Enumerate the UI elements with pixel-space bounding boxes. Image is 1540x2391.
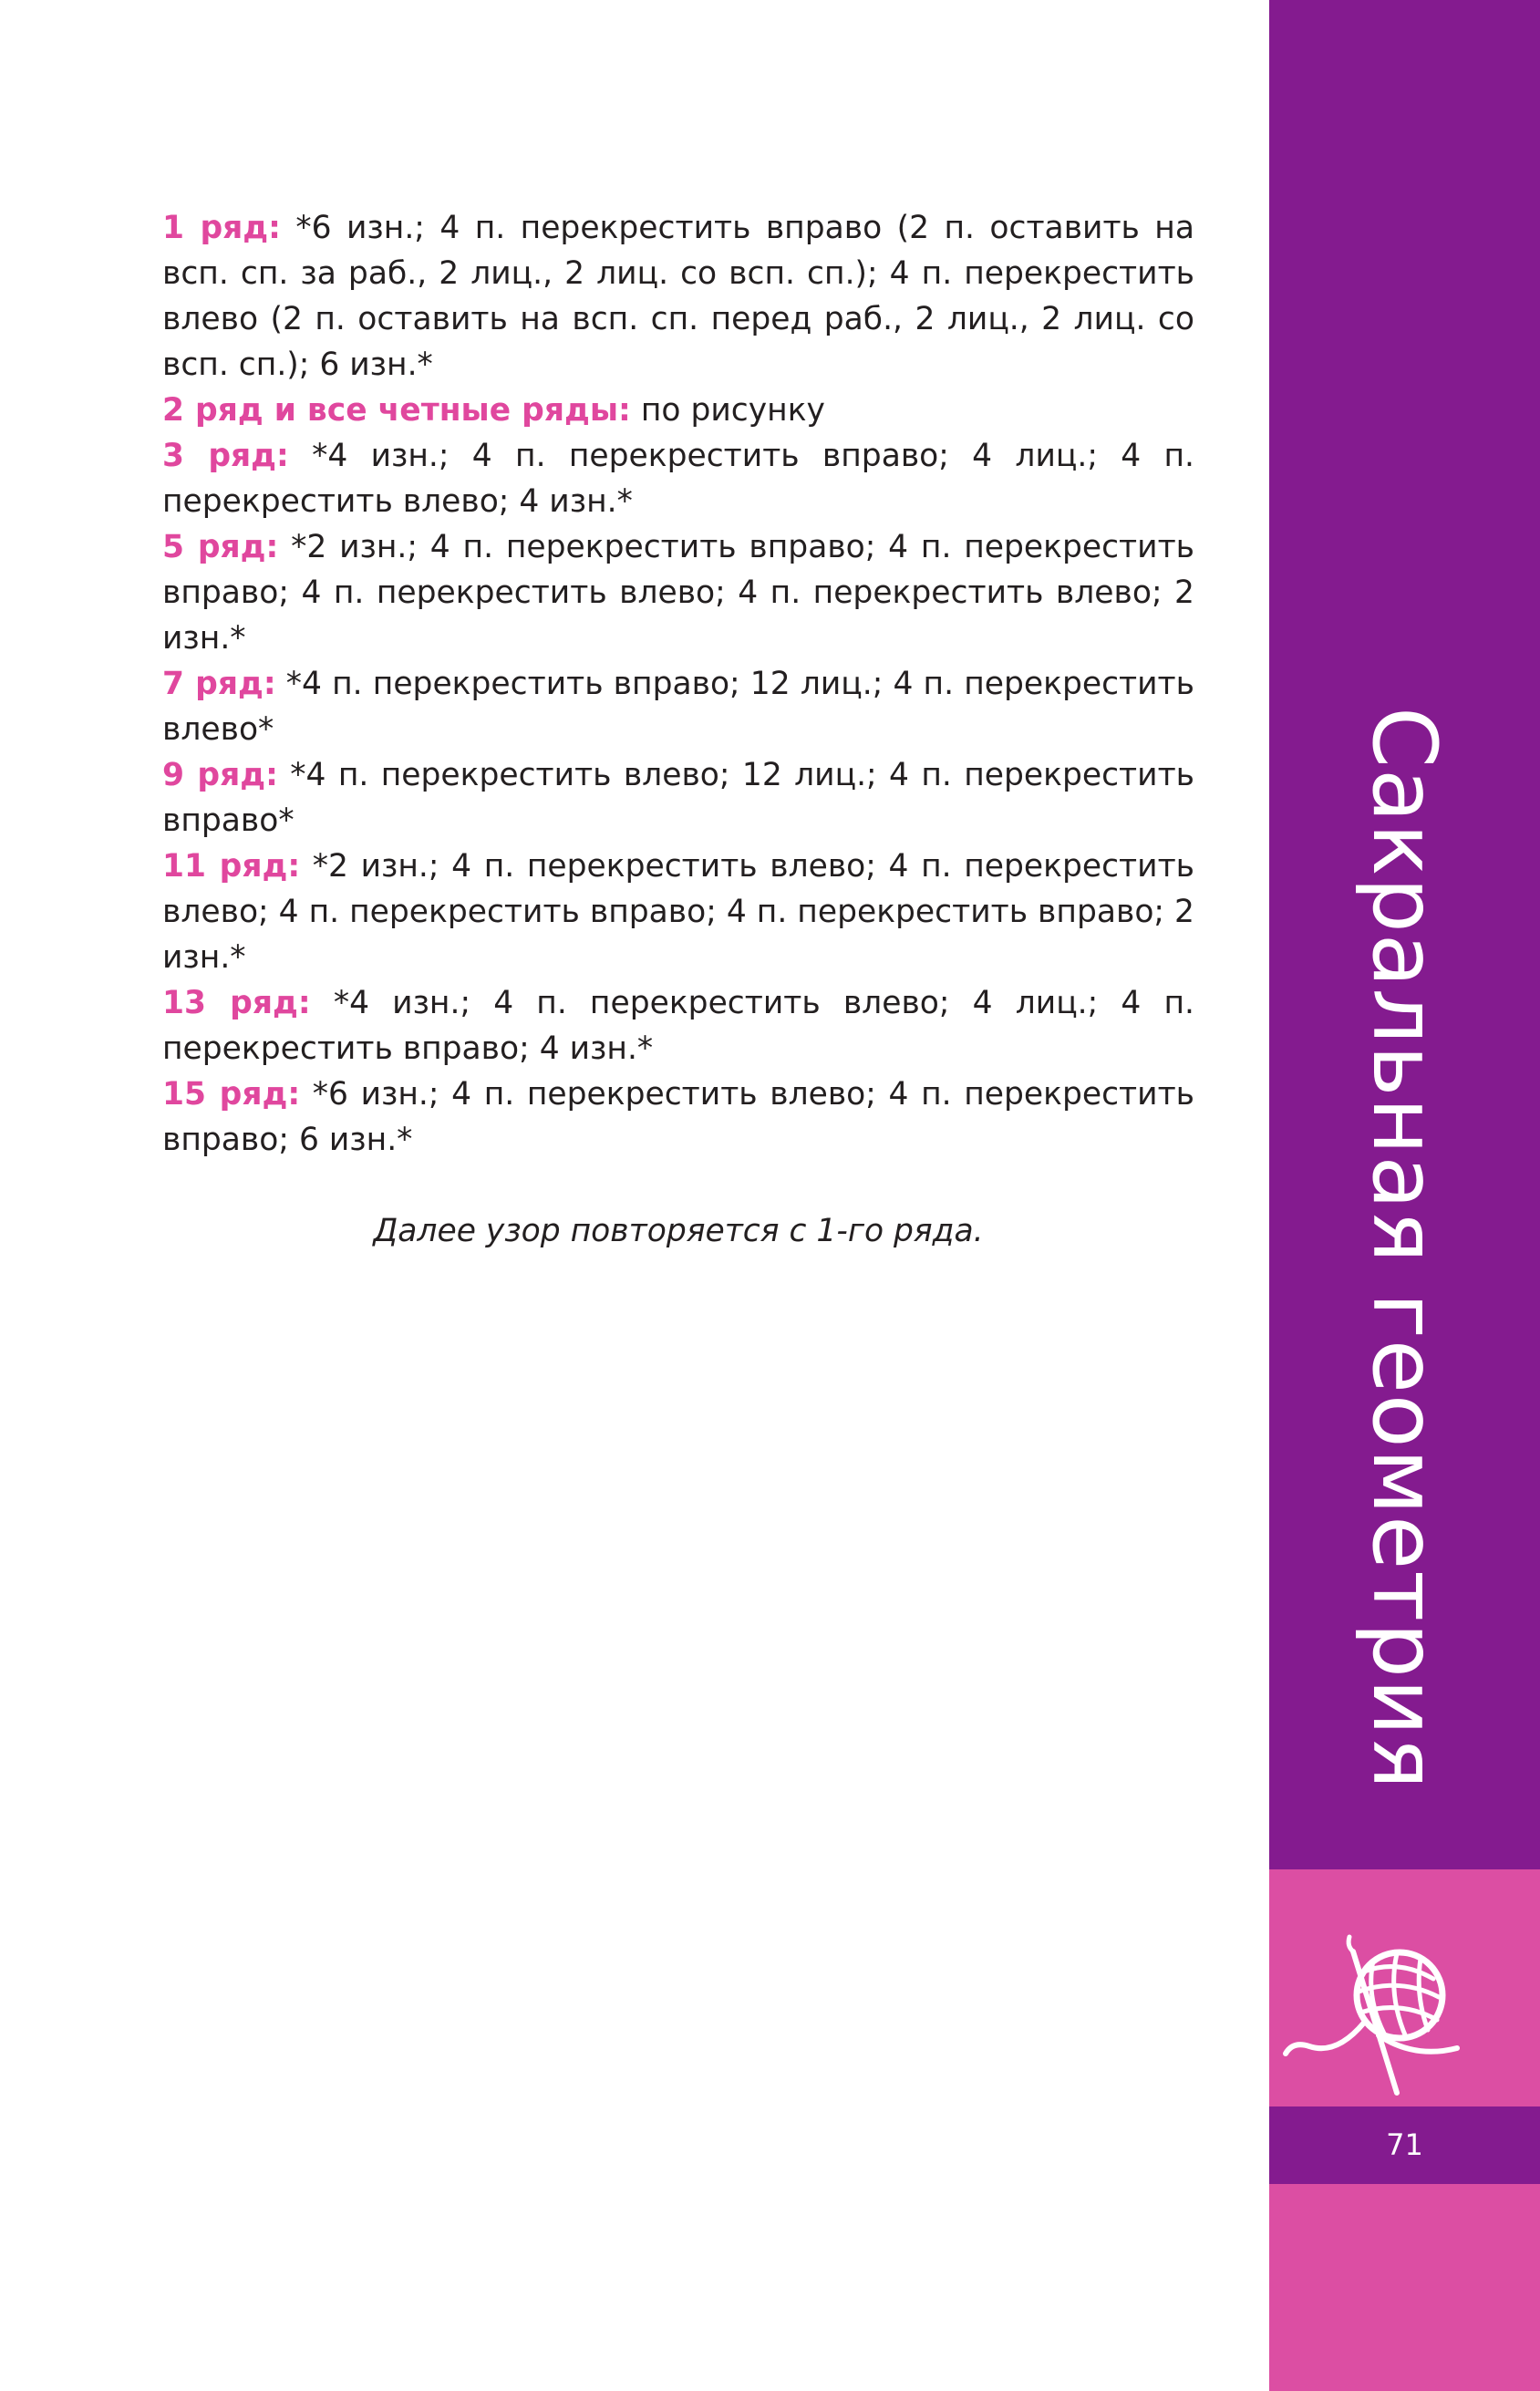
pattern-instructions	[162, 205, 1194, 1163]
row-label: 7 ряд:	[162, 666, 276, 702]
logo-block	[1269, 1869, 1540, 2106]
yarn-ball-crochet-hook-icon	[1269, 1869, 1540, 2106]
row-label: 5 ряд:	[162, 529, 279, 565]
row-instruction	[162, 1071, 1194, 1163]
row-label: 9 ряд:	[162, 757, 278, 793]
page-number: 71	[1386, 2127, 1423, 2162]
row-instruction	[162, 980, 1194, 1071]
row-instruction	[162, 524, 1194, 661]
row-text: по рисунку	[630, 392, 825, 429]
row-text: *4 п. перекрестить вправо; 12 лиц.; 4 п. перекрестить влево*	[162, 666, 1194, 748]
row-label: 13 ряд:	[162, 985, 311, 1021]
bottom-color-block	[1269, 2184, 1540, 2391]
page-number-band	[1269, 2106, 1540, 2184]
row-label: 3 ряд:	[162, 438, 289, 474]
row-instruction	[162, 205, 1194, 388]
row-label: 1 ряд:	[162, 210, 281, 246]
row-label: 15 ряд:	[162, 1076, 301, 1113]
row-text: *6 изн.; 4 п. перекрестить влево; 4 п. перекрестить вправо; 6 изн.*	[162, 1076, 1194, 1158]
row-instruction	[162, 388, 1194, 433]
chapter-title: Сакральная геометрия	[1353, 707, 1455, 1791]
row-text: *2 изн.; 4 п. перекрестить влево; 4 п. перекрестить влево; 4 п. перекрестить вправо; 4 п. перекрестить вправо; 2 изн.*	[162, 848, 1194, 976]
row-label: 2 ряд и все четные ряды:	[162, 392, 631, 429]
row-instruction	[162, 433, 1194, 524]
row-instruction	[162, 844, 1194, 980]
row-text: *4 п. перекрестить влево; 12 лиц.; 4 п. перекрестить вправо*	[162, 757, 1194, 839]
row-text: *6 изн.; 4 п. перекрестить вправо (2 п. оставить на всп. сп. за раб., 2 лиц., 2 лиц. со всп. сп.); 4 п. перекрестить влево (2 п. оставить на всп. сп. перед раб., 2 лиц., 2 лиц. со всп. сп.); 6 изн.*	[162, 210, 1194, 383]
row-text: *2 изн.; 4 п. перекрестить вправо; 4 п. перекрестить вправо; 4 п. перекрестить влево; 4 п. перекрестить влево; 2 изн.*	[162, 529, 1194, 657]
row-text: *4 изн.; 4 п. перекрестить вправо; 4 лиц.; 4 п. перекрестить влево; 4 изн.*	[162, 438, 1194, 520]
closing-note: Далее узор повторяется с 1-го ряда.	[373, 1213, 984, 1249]
row-instruction	[162, 661, 1194, 752]
row-label: 11 ряд:	[162, 848, 301, 885]
row-instruction	[162, 752, 1194, 844]
row-text: *4 изн.; 4 п. перекрестить влево; 4 лиц.; 4 п. перекрестить вправо; 4 изн.*	[162, 985, 1195, 1067]
